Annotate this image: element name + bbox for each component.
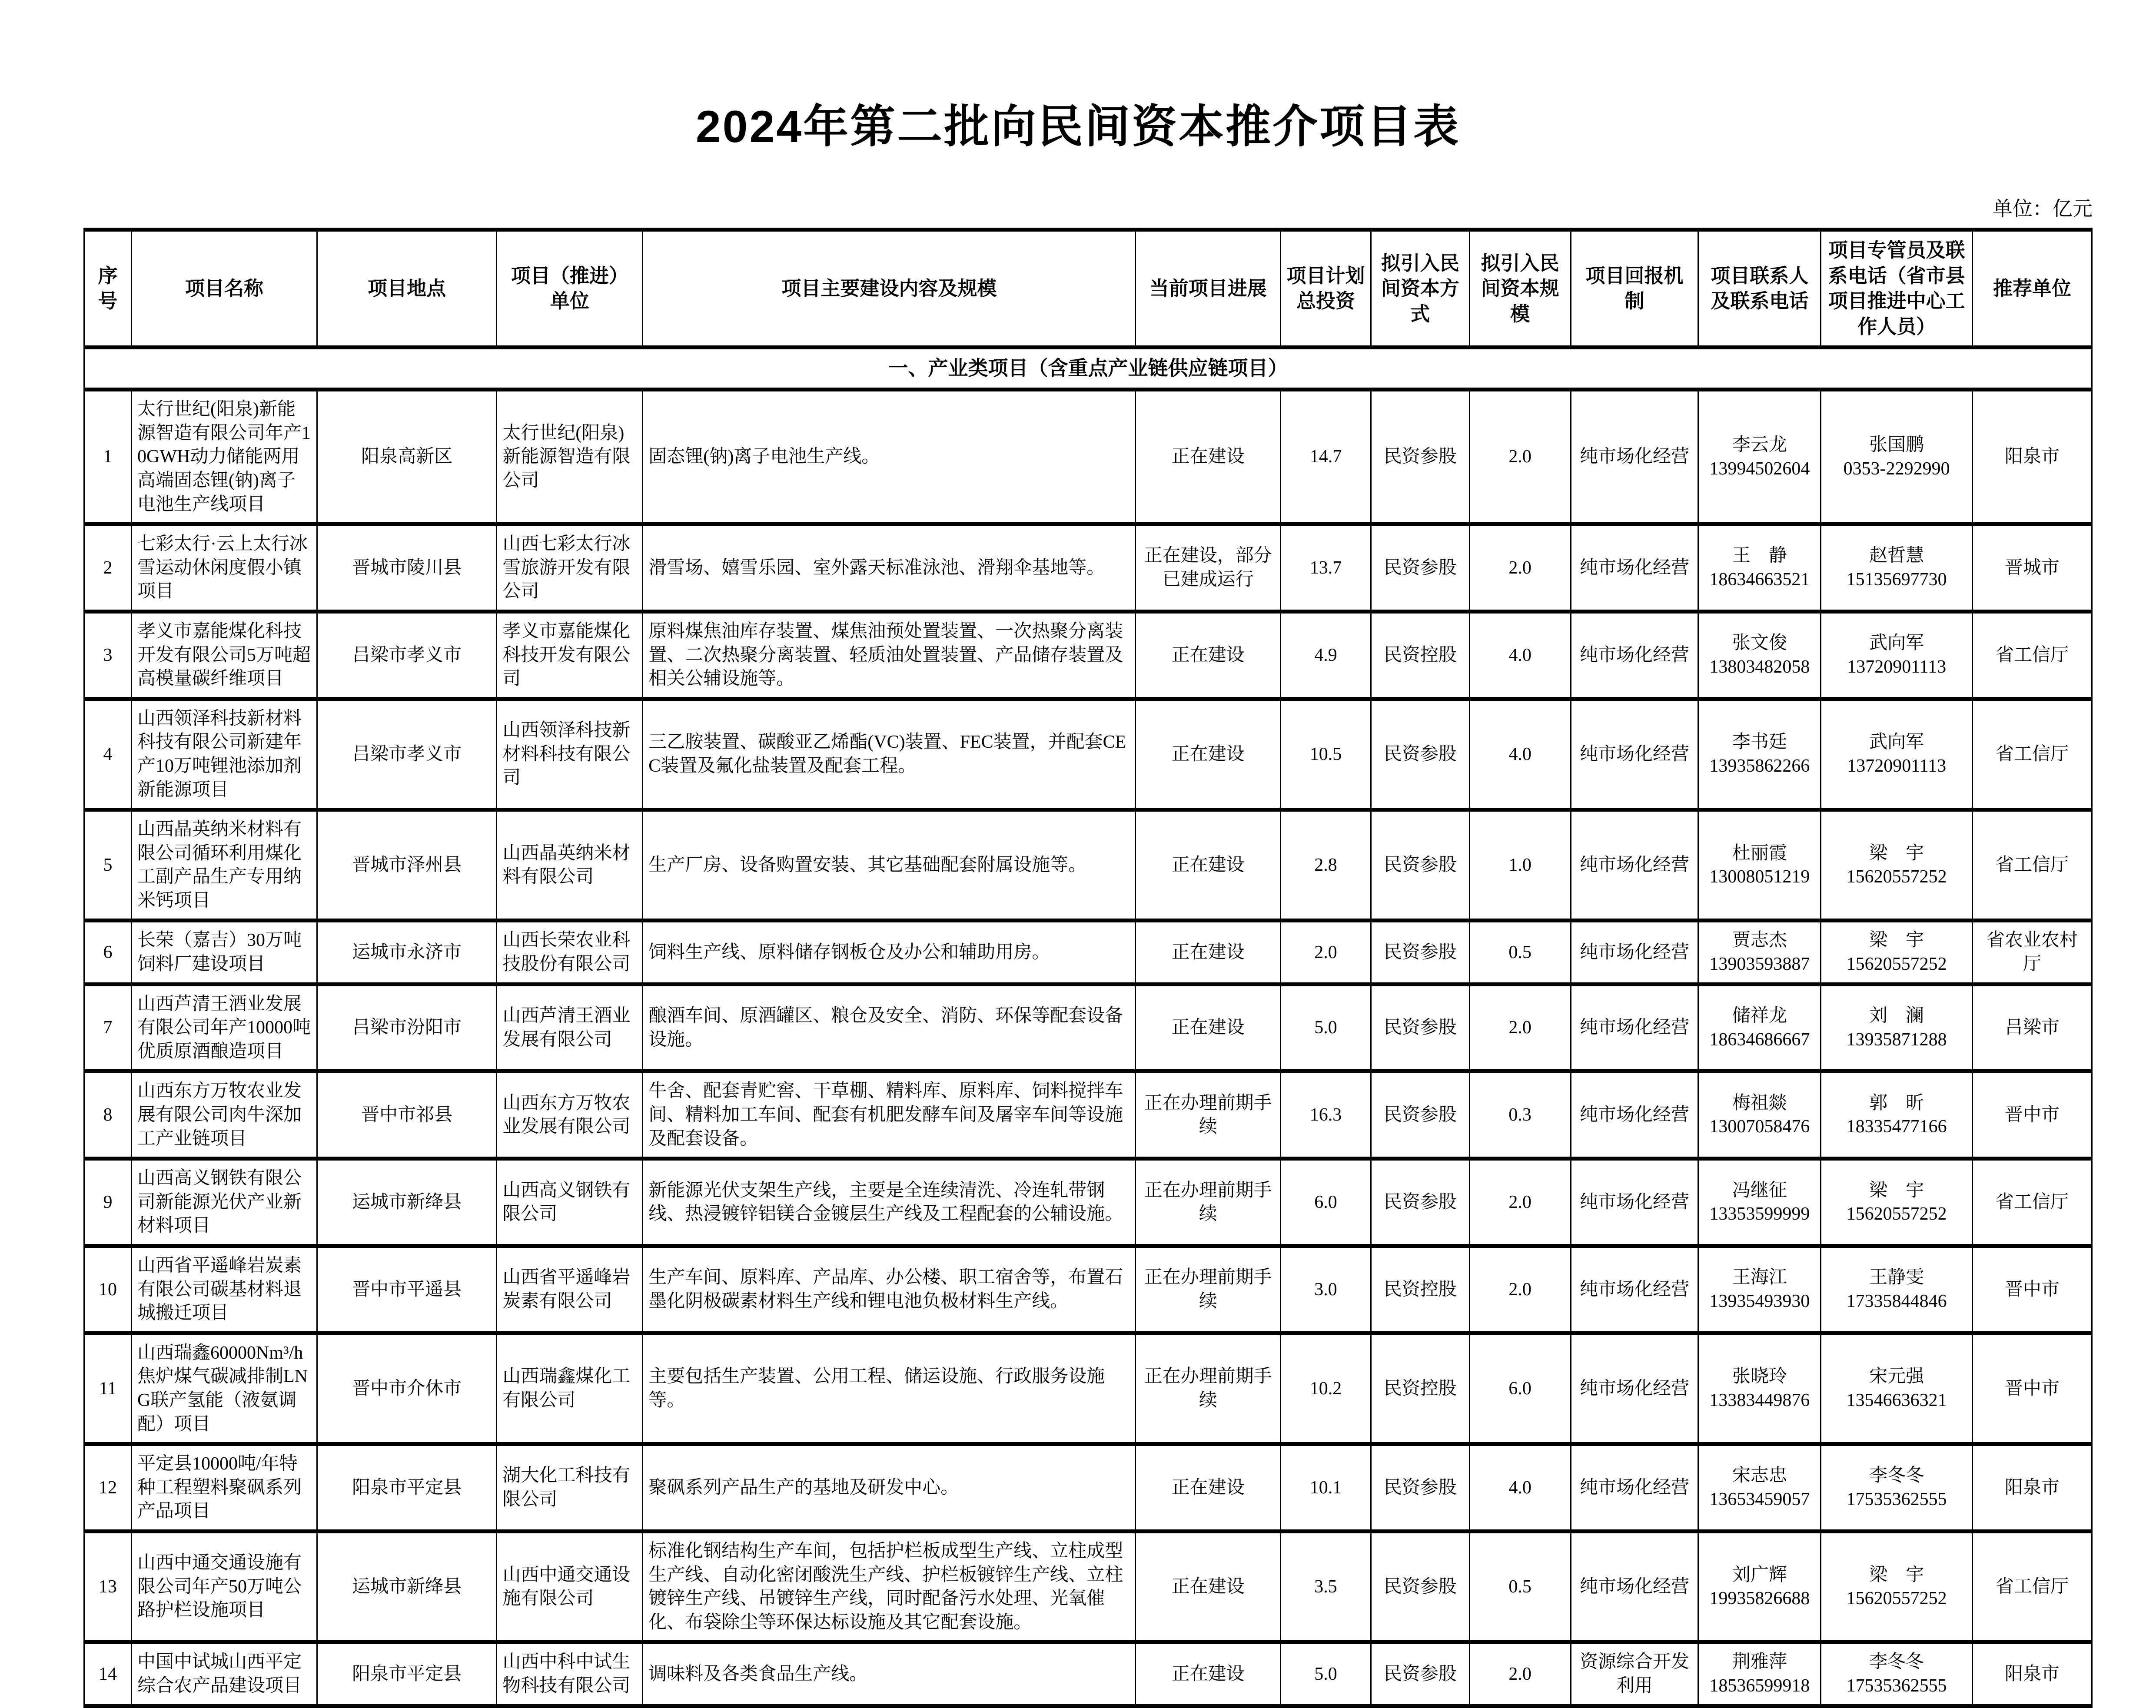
cell-capital-scale: 2.0 (1469, 1246, 1571, 1333)
cell-contact (1698, 1531, 1821, 1642)
contact-phone: 13935493930 (1709, 1291, 1810, 1311)
cell-no: 8 (84, 1071, 132, 1159)
specialist-phone: 0353-2292990 (1843, 458, 1950, 479)
cell-capital-mode: 民资参股 (1371, 390, 1469, 524)
specialist-name: 梁 宇 (1869, 843, 1924, 863)
contact-phone: 13994502604 (1709, 458, 1810, 479)
cell-project-name: 山西省平遥峰岩炭素有限公司碳基材料退城搬迁项目 (132, 1246, 317, 1333)
cell-content: 生产厂房、设备购置安装、其它基础配套附属设施等。 (643, 810, 1136, 921)
cell-progress: 正在建设 (1136, 1642, 1281, 1706)
cell-unit: 山西中科中试生物科技有限公司 (497, 1642, 643, 1706)
cell-progress: 正在建设 (1136, 1444, 1281, 1532)
cell-recommender: 阳泉市 (1973, 1642, 2092, 1706)
cell-content: 生产车间、原料库、产品库、办公楼、职工宿舍等，布置石墨化阴极碳素材料生产线和锂电池负极材料生产线。 (643, 1246, 1136, 1333)
cell-capital-mode: 民资控股 (1371, 1333, 1469, 1444)
cell-contact (1698, 1642, 1821, 1706)
cell-investment: 5.0 (1281, 984, 1371, 1071)
contact-name: 张晓玲 (1732, 1366, 1787, 1387)
specialist-phone: 15620557252 (1846, 954, 1947, 975)
cell-recommender: 晋中市 (1973, 1246, 2092, 1333)
cell-recommender: 省农业农村厅 (1973, 921, 2092, 984)
cell-content: 牛舍、配套青贮窖、干草棚、精料库、原料库、饲料搅拌车间、精料加工车间、配套有机肥发酵车间及屠宰车间等设施及配套设备。 (643, 1071, 1136, 1159)
cell-capital-scale: 2.0 (1469, 1159, 1571, 1246)
cell-capital-mode: 民资参股 (1371, 810, 1469, 921)
cell-investment: 5.0 (1281, 1642, 1371, 1706)
cell-unit: 湖大化工科技有限公司 (497, 1444, 643, 1532)
cell-recommender: 省工信厅 (1973, 1159, 2092, 1246)
cell-capital-scale: 2.0 (1469, 390, 1571, 524)
cell-progress: 正在办理前期手续 (1136, 1333, 1281, 1444)
cell-no: 7 (84, 984, 132, 1071)
cell-capital-mode: 民资参股 (1371, 699, 1469, 809)
cell-content: 标准化钢结构生产车间，包括护栏板成型生产线、立柱成型生产线、自动化密闭酸洗生产线、护栏板镀锌生产线、立柱镀锌生产线、吊镀锌生产线，同时配备污水处理、光氧催化、布袋除尘等环保达标设施及其它配套设施。 (643, 1531, 1136, 1642)
contact-phone: 18634663521 (1709, 570, 1810, 590)
cell-content: 主要包括生产装置、公用工程、储运设施、行政服务设施等。 (643, 1333, 1136, 1444)
cell-contact (1698, 524, 1821, 612)
cell-contact (1698, 1246, 1821, 1333)
cell-specialist (1821, 921, 1973, 984)
cell-no: 5 (84, 810, 132, 921)
specialist-name: 刘 澜 (1869, 1005, 1924, 1026)
specialist-name: 张国鹏 (1869, 435, 1924, 455)
table-row (84, 1246, 2092, 1333)
column-header: 项目主要建设内容及规模 (643, 230, 1136, 348)
table-row (84, 390, 2092, 524)
contact-name: 王海江 (1732, 1267, 1787, 1288)
cell-contact (1698, 921, 1821, 984)
cell-progress: 正在建设 (1136, 921, 1281, 984)
column-header: 项目计划总投资 (1281, 230, 1371, 348)
contact-name: 宋志忠 (1732, 1466, 1787, 1486)
cell-no: 13 (84, 1531, 132, 1642)
cell-no: 14 (84, 1642, 132, 1706)
cell-content: 酿酒车间、原酒罐区、粮仓及安全、消防、环保等配套设备设施。 (643, 984, 1136, 1071)
header-row (84, 230, 2092, 348)
cell-unit: 太行世纪(阳泉)新能源智造有限公司 (497, 390, 643, 524)
cell-specialist (1821, 699, 1973, 809)
contact-name: 张文俊 (1732, 633, 1787, 653)
cell-unit: 山西东方万牧农业发展有限公司 (497, 1071, 643, 1159)
cell-investment: 2.0 (1281, 921, 1371, 984)
specialist-name: 赵哲慧 (1869, 546, 1924, 566)
contact-phone: 13383449876 (1709, 1390, 1810, 1410)
specialist-phone: 15620557252 (1846, 867, 1947, 887)
cell-capital-scale: 0.5 (1469, 921, 1571, 984)
cell-no: 3 (84, 611, 132, 699)
cell-project-name: 山西领泽科技新材料科技有限公司新建年产10万吨锂池添加剂新能源项目 (132, 699, 317, 809)
cell-location: 晋中市介休市 (317, 1333, 496, 1444)
cell-progress: 正在建设 (1136, 1531, 1281, 1642)
cell-content: 原料煤焦油库存装置、煤焦油预处置装置、一次热聚分离装置、二次热聚分离装置、轻质油处置装置、产品储存装置及相关公辅设施等。 (643, 611, 1136, 699)
cell-location: 晋中市祁县 (317, 1071, 496, 1159)
cell-investment: 10.5 (1281, 699, 1371, 809)
cell-location: 晋城市陵川县 (317, 524, 496, 612)
contact-phone: 13803482058 (1709, 657, 1810, 677)
specialist-name: 郭 昕 (1869, 1093, 1924, 1113)
cell-contact (1698, 1071, 1821, 1159)
table-row (84, 699, 2092, 809)
specialist-name: 梁 宇 (1869, 930, 1924, 951)
cell-progress: 正在建设 (1136, 611, 1281, 699)
cell-specialist (1821, 1333, 1973, 1444)
cell-investment: 10.1 (1281, 1444, 1371, 1532)
cell-no: 6 (84, 921, 132, 984)
cell-specialist (1821, 524, 1973, 612)
specialist-phone: 15620557252 (1846, 1204, 1947, 1224)
specialist-name: 李冬冬 (1869, 1466, 1924, 1486)
cell-no: 12 (84, 1444, 132, 1532)
column-header: 项目联系人及联系电话 (1698, 230, 1821, 348)
contact-phone: 13007058476 (1709, 1117, 1810, 1137)
cell-contact (1698, 699, 1821, 809)
cell-specialist (1821, 984, 1973, 1071)
cell-location: 阳泉市平定县 (317, 1642, 496, 1706)
cell-content: 聚砜系列产品生产的基地及研发中心。 (643, 1444, 1136, 1532)
cell-investment: 14.7 (1281, 390, 1371, 524)
cell-progress: 正在办理前期手续 (1136, 1071, 1281, 1159)
specialist-phone: 13720901113 (1847, 657, 1947, 677)
cell-project-name: 平定县10000吨/年特种工程塑料聚砜系列产品项目 (132, 1444, 317, 1532)
specialist-phone: 13935871288 (1846, 1029, 1947, 1050)
contact-phone: 18536599918 (1709, 1675, 1810, 1696)
cell-recommender: 省工信厅 (1973, 810, 2092, 921)
contact-name: 贾志杰 (1732, 930, 1787, 951)
cell-progress: 正在建设 (1136, 699, 1281, 809)
contact-name: 冯继征 (1732, 1180, 1787, 1201)
column-header: 项目专管员及联系电话（省市县项目推进中心工作人员） (1821, 230, 1973, 348)
specialist-phone: 18335477166 (1846, 1117, 1947, 1137)
contact-phone: 13903593887 (1709, 954, 1810, 975)
projects-table (83, 228, 2093, 1708)
cell-contact (1698, 984, 1821, 1071)
contact-name: 李书廷 (1732, 732, 1787, 753)
cell-capital-scale: 0.3 (1469, 1071, 1571, 1159)
cell-specialist (1821, 810, 1973, 921)
contact-phone: 13935862266 (1709, 756, 1810, 776)
cell-contact (1698, 390, 1821, 524)
specialist-phone: 15135697730 (1846, 570, 1947, 590)
cell-no: 11 (84, 1333, 132, 1444)
cell-recommender: 晋中市 (1973, 1071, 2092, 1159)
table-row (84, 810, 2092, 921)
cell-recommender: 省工信厅 (1973, 611, 2092, 699)
cell-specialist (1821, 1246, 1973, 1333)
contact-name: 梅祖燚 (1732, 1093, 1787, 1113)
cell-unit: 山西瑞鑫煤化工有限公司 (497, 1333, 643, 1444)
cell-investment: 2.8 (1281, 810, 1371, 921)
table-row (84, 1159, 2092, 1246)
cell-mechanism: 纯市场化经营 (1571, 611, 1698, 699)
cell-capital-mode: 民资参股 (1371, 1642, 1469, 1706)
contact-phone: 19935826688 (1709, 1589, 1810, 1609)
cell-contact (1698, 611, 1821, 699)
cell-capital-mode: 民资参股 (1371, 1159, 1469, 1246)
cell-mechanism: 纯市场化经营 (1571, 1246, 1698, 1333)
specialist-name: 宋元强 (1869, 1366, 1924, 1387)
contact-phone: 13008051219 (1709, 867, 1810, 887)
cell-capital-mode: 民资参股 (1371, 1444, 1469, 1532)
column-header: 当前项目进展 (1136, 230, 1281, 348)
cell-recommender: 省工信厅 (1973, 699, 2092, 809)
cell-project-name: 山西晶英纳米材料有限公司循环利用煤化工副产品生产专用纳米钙项目 (132, 810, 317, 921)
cell-no: 1 (84, 390, 132, 524)
cell-capital-scale: 2.0 (1469, 524, 1571, 612)
cell-progress: 正在建设 (1136, 390, 1281, 524)
cell-content: 饲料生产线、原料储存钢板仓及办公和辅助用房。 (643, 921, 1136, 984)
section-row (84, 348, 2092, 390)
cell-investment: 16.3 (1281, 1071, 1371, 1159)
cell-progress: 正在建设 (1136, 810, 1281, 921)
specialist-name: 武向军 (1869, 633, 1924, 653)
cell-investment: 13.7 (1281, 524, 1371, 612)
cell-unit: 山西省平遥峰岩炭素有限公司 (497, 1246, 643, 1333)
contact-name: 李云龙 (1732, 435, 1787, 455)
cell-progress: 正在办理前期手续 (1136, 1159, 1281, 1246)
cell-contact (1698, 1333, 1821, 1444)
cell-capital-scale: 4.0 (1469, 1444, 1571, 1532)
cell-specialist (1821, 1071, 1973, 1159)
column-header: 项目回报机制 (1571, 230, 1698, 348)
cell-capital-mode: 民资参股 (1371, 921, 1469, 984)
table-row (84, 1071, 2092, 1159)
cell-capital-mode: 民资控股 (1371, 1246, 1469, 1333)
cell-investment: 10.2 (1281, 1333, 1371, 1444)
cell-progress: 正在办理前期手续 (1136, 1246, 1281, 1333)
cell-no: 9 (84, 1159, 132, 1246)
column-header: 项目（推进）单位 (497, 230, 643, 348)
contact-name: 王 静 (1732, 546, 1787, 566)
cell-project-name: 山西高义钢铁有限公司新能源光伏产业新材料项目 (132, 1159, 317, 1246)
cell-recommender: 阳泉市 (1973, 390, 2092, 524)
cell-content: 三乙胺装置、碳酸亚乙烯酯(VC)装置、FEC装置，并配套CEC装置及氟化盐装置及配套工程。 (643, 699, 1136, 809)
cell-specialist (1821, 611, 1973, 699)
cell-mechanism: 纯市场化经营 (1571, 1333, 1698, 1444)
cell-mechanism: 资源综合开发利用 (1571, 1642, 1698, 1706)
column-header: 拟引入民间资本方式 (1371, 230, 1469, 348)
cell-recommender: 阳泉市 (1973, 1444, 2092, 1532)
cell-project-name: 山西中通交通设施有限公司年产50万吨公路护栏设施项目 (132, 1531, 317, 1642)
specialist-phone: 13546636321 (1846, 1390, 1947, 1410)
cell-specialist (1821, 1159, 1973, 1246)
table-row (84, 1444, 2092, 1532)
table-row (84, 1642, 2092, 1706)
cell-location: 阳泉高新区 (317, 390, 496, 524)
cell-mechanism: 纯市场化经营 (1571, 524, 1698, 612)
cell-capital-scale: 2.0 (1469, 1642, 1571, 1706)
table-row (84, 524, 2092, 612)
cell-mechanism: 纯市场化经营 (1571, 390, 1698, 524)
specialist-name: 梁 宇 (1869, 1180, 1924, 1201)
cell-investment: 4.9 (1281, 611, 1371, 699)
cell-content: 调味料及各类食品生产线。 (643, 1642, 1136, 1706)
cell-contact (1698, 1444, 1821, 1532)
cell-project-name: 长荣（嘉吉）30万吨饲料厂建设项目 (132, 921, 317, 984)
cell-project-name: 中国中试城山西平定综合农产品建设项目 (132, 1642, 317, 1706)
column-header: 推荐单位 (1973, 230, 2092, 348)
cell-unit: 孝义市嘉能煤化科技开发有限公司 (497, 611, 643, 699)
specialist-phone: 13720901113 (1847, 756, 1947, 776)
cell-location: 运城市新绛县 (317, 1531, 496, 1642)
cell-project-name: 孝义市嘉能煤化科技开发有限公司5万吨超高模量碳纤维项目 (132, 611, 317, 699)
table-row (84, 611, 2092, 699)
cell-content: 固态锂(钠)离子电池生产线。 (643, 390, 1136, 524)
cell-location: 吕梁市孝义市 (317, 699, 496, 809)
specialist-phone: 17535362555 (1846, 1675, 1947, 1696)
cell-recommender: 吕梁市 (1973, 984, 2092, 1071)
cell-recommender: 晋中市 (1973, 1333, 2092, 1444)
cell-capital-mode: 民资参股 (1371, 1071, 1469, 1159)
cell-location: 运城市永济市 (317, 921, 496, 984)
cell-mechanism: 纯市场化经营 (1571, 984, 1698, 1071)
cell-mechanism: 纯市场化经营 (1571, 699, 1698, 809)
contact-name: 储祥龙 (1732, 1005, 1787, 1026)
cell-investment: 6.0 (1281, 1159, 1371, 1246)
cell-specialist (1821, 1444, 1973, 1532)
cell-progress: 正在建设，部分已建成运行 (1136, 524, 1281, 612)
specialist-name: 武向军 (1869, 732, 1924, 753)
cell-location: 晋中市平遥县 (317, 1246, 496, 1333)
column-header: 项目名称 (132, 230, 317, 348)
cell-unit: 山西七彩太行冰雪旅游开发有限公司 (497, 524, 643, 612)
cell-progress: 正在建设 (1136, 984, 1281, 1071)
contact-name: 杜丽霞 (1732, 843, 1787, 863)
cell-contact (1698, 810, 1821, 921)
cell-investment: 3.5 (1281, 1531, 1371, 1642)
cell-location: 运城市新绛县 (317, 1159, 496, 1246)
contact-name: 荆雅萍 (1732, 1652, 1787, 1672)
cell-capital-scale: 2.0 (1469, 984, 1571, 1071)
specialist-phone: 15620557252 (1846, 1589, 1947, 1609)
cell-mechanism: 纯市场化经营 (1571, 1531, 1698, 1642)
page-title: 2024年第二批向民间资本推介项目表 (695, 102, 1461, 152)
cell-mechanism: 纯市场化经营 (1571, 921, 1698, 984)
specialist-phone: 17535362555 (1846, 1489, 1947, 1510)
contact-phone: 18634686667 (1709, 1029, 1810, 1050)
contact-phone: 13353599999 (1709, 1204, 1810, 1224)
cell-unit: 山西领泽科技新材料科技有限公司 (497, 699, 643, 809)
cell-specialist (1821, 390, 1973, 524)
cell-mechanism: 纯市场化经营 (1571, 810, 1698, 921)
cell-unit: 山西长荣农业科技股份有限公司 (497, 921, 643, 984)
cell-investment: 3.0 (1281, 1246, 1371, 1333)
cell-recommender: 省工信厅 (1973, 1531, 2092, 1642)
cell-location: 吕梁市汾阳市 (317, 984, 496, 1071)
table-row (84, 984, 2092, 1071)
cell-capital-scale: 6.0 (1469, 1333, 1571, 1444)
cell-capital-mode: 民资参股 (1371, 1531, 1469, 1642)
cell-mechanism: 纯市场化经营 (1571, 1444, 1698, 1532)
cell-project-name: 山西芦清王酒业发展有限公司年产10000吨优质原酒酿造项目 (132, 984, 317, 1071)
cell-no: 10 (84, 1246, 132, 1333)
cell-capital-scale: 0.5 (1469, 1531, 1571, 1642)
cell-project-name: 七彩太行·云上太行冰雪运动休闲度假小镇项目 (132, 524, 317, 612)
cell-location: 阳泉市平定县 (317, 1444, 496, 1532)
unit-note: 单位：亿元 (1993, 198, 2093, 220)
cell-unit: 山西芦清王酒业发展有限公司 (497, 984, 643, 1071)
specialist-name: 梁 宇 (1869, 1565, 1924, 1585)
table-body (84, 348, 2092, 1706)
cell-no: 4 (84, 699, 132, 809)
table-row (84, 1531, 2092, 1642)
section-cell: 一、产业类项目（含重点产业链供应链项目） (84, 348, 2092, 390)
cell-content: 新能源光伏支架生产线，主要是全连续清洗、冷连轧带钢线、热浸镀锌铝镁合金镀层生产线及工程配套的公辅设施。 (643, 1159, 1136, 1246)
cell-capital-scale: 4.0 (1469, 611, 1571, 699)
cell-project-name: 山西东方万牧农业发展有限公司肉牛深加工产业链项目 (132, 1071, 317, 1159)
contact-phone: 13653459057 (1709, 1489, 1810, 1510)
column-header: 项目地点 (317, 230, 496, 348)
cell-capital-scale: 1.0 (1469, 810, 1571, 921)
specialist-name: 王静雯 (1869, 1267, 1924, 1288)
cell-location: 晋城市泽州县 (317, 810, 496, 921)
specialist-name: 李冬冬 (1869, 1652, 1924, 1672)
cell-unit: 山西中通交通设施有限公司 (497, 1531, 643, 1642)
cell-recommender: 晋城市 (1973, 524, 2092, 612)
cell-unit: 山西晶英纳米材料有限公司 (497, 810, 643, 921)
cell-content: 滑雪场、嬉雪乐园、室外露天标准泳池、滑翔伞基地等。 (643, 524, 1136, 612)
cell-contact (1698, 1159, 1821, 1246)
table-row (84, 921, 2092, 984)
cell-specialist (1821, 1642, 1973, 1706)
cell-specialist (1821, 1531, 1973, 1642)
contact-name: 刘广辉 (1732, 1565, 1787, 1585)
cell-unit: 山西高义钢铁有限公司 (497, 1159, 643, 1246)
cell-project-name: 太行世纪(阳泉)新能源智造有限公司年产10GWH动力储能两用高端固态锂(钠)离子电池生产线项目 (132, 390, 317, 524)
cell-capital-mode: 民资参股 (1371, 524, 1469, 612)
table-row (84, 1333, 2092, 1444)
cell-mechanism: 纯市场化经营 (1571, 1159, 1698, 1246)
cell-capital-mode: 民资参股 (1371, 984, 1469, 1071)
cell-capital-scale: 4.0 (1469, 699, 1571, 809)
column-header: 拟引入民间资本规模 (1469, 230, 1571, 348)
column-header: 序号 (84, 230, 132, 348)
cell-project-name: 山西瑞鑫60000Nm³/h焦炉煤气碳减排制LNG联产氢能（液氨调配）项目 (132, 1333, 317, 1444)
cell-location: 吕梁市孝义市 (317, 611, 496, 699)
cell-mechanism: 纯市场化经营 (1571, 1071, 1698, 1159)
specialist-phone: 17335844846 (1846, 1291, 1947, 1311)
cell-capital-mode: 民资控股 (1371, 611, 1469, 699)
cell-no: 2 (84, 524, 132, 612)
